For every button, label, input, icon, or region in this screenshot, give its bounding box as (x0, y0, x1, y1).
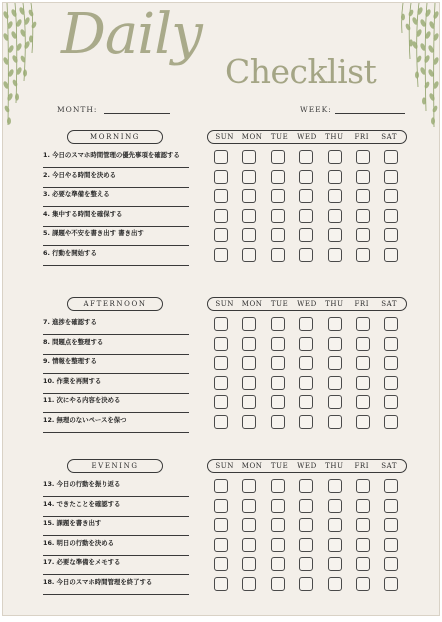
task-item: 12. 無理のないペースを保つ (43, 413, 189, 433)
day-checkbox-sat[interactable] (384, 337, 398, 351)
day-checkbox-thu[interactable] (328, 518, 342, 532)
day-checkbox-wed[interactable] (299, 395, 313, 409)
day-checkbox-tue[interactable] (271, 337, 285, 351)
task-checkbox-row (214, 518, 413, 532)
day-checkbox-fri[interactable] (356, 189, 370, 203)
day-checkbox-sat[interactable] (384, 170, 398, 184)
day-checkbox-thu[interactable] (328, 170, 342, 184)
day-checkbox-mon[interactable] (242, 557, 256, 571)
day-checkbox-tue[interactable] (271, 317, 285, 331)
task-checkbox-row (214, 356, 413, 370)
day-checkbox-sat[interactable] (384, 538, 398, 552)
task-item: 7. 進捗を確認する (43, 315, 189, 335)
day-checkbox-tue[interactable] (271, 577, 285, 591)
task-item: 17. 必要な準備をメモする (43, 555, 189, 575)
day-checkbox-fri[interactable] (356, 356, 370, 370)
day-checkbox-wed[interactable] (299, 337, 313, 351)
day-checkbox-sun[interactable] (214, 209, 228, 223)
day-checkbox-fri[interactable] (356, 479, 370, 493)
section-label-pill: AFTERNOON (67, 297, 163, 311)
weekday-label: TUE (270, 462, 289, 470)
day-checkbox-sun[interactable] (214, 248, 228, 262)
weekday-label: MON (241, 133, 263, 141)
task-item: 2. 今日やる時間を決める (43, 168, 189, 188)
day-checkbox-sat[interactable] (384, 557, 398, 571)
task-checkbox-row (214, 228, 413, 242)
day-checkbox-thu[interactable] (328, 499, 342, 513)
day-checkbox-mon[interactable] (242, 356, 256, 370)
day-checkbox-tue[interactable] (271, 499, 285, 513)
day-checkbox-sun[interactable] (214, 395, 228, 409)
day-checkbox-tue[interactable] (271, 150, 285, 164)
day-checkbox-sun[interactable] (214, 518, 228, 532)
task-item: 15. 課題を書き出す (43, 516, 189, 536)
day-checkbox-mon[interactable] (242, 317, 256, 331)
day-checkbox-wed[interactable] (299, 557, 313, 571)
task-checkbox-row (214, 248, 413, 262)
weekday-label: THU (325, 133, 344, 141)
day-checkbox-mon[interactable] (242, 395, 256, 409)
weekday-label: WED (297, 133, 317, 141)
title-script: Daily (61, 2, 202, 67)
day-checkbox-sun[interactable] (214, 317, 228, 331)
day-checkbox-tue[interactable] (271, 248, 285, 262)
day-checkbox-mon[interactable] (242, 150, 256, 164)
task-checkbox-row (214, 170, 413, 184)
hanging-vine-left-icon (3, 3, 43, 131)
task-checkbox-row (214, 337, 413, 351)
day-checkbox-mon[interactable] (242, 337, 256, 351)
task-checkbox-row (214, 317, 413, 331)
day-checkbox-sat[interactable] (384, 189, 398, 203)
day-checkbox-sun[interactable] (214, 479, 228, 493)
day-checkbox-fri[interactable] (356, 557, 370, 571)
day-checkbox-sun[interactable] (214, 577, 228, 591)
day-checkbox-sun[interactable] (214, 538, 228, 552)
day-checkbox-fri[interactable] (356, 538, 370, 552)
task-checkbox-row (214, 557, 413, 571)
day-checkbox-sun[interactable] (214, 415, 228, 429)
week-field[interactable] (335, 113, 405, 114)
day-checkbox-fri[interactable] (356, 499, 370, 513)
weekday-label: TUE (270, 300, 289, 308)
day-checkbox-sat[interactable] (384, 228, 398, 242)
day-checkbox-mon[interactable] (242, 499, 256, 513)
task-checkbox-row (214, 376, 413, 390)
day-checkbox-thu[interactable] (328, 376, 342, 390)
day-checkbox-tue[interactable] (271, 376, 285, 390)
day-checkbox-fri[interactable] (356, 150, 370, 164)
day-checkbox-tue[interactable] (271, 228, 285, 242)
day-checkbox-wed[interactable] (299, 518, 313, 532)
checklist-page (2, 2, 440, 616)
day-checkbox-wed[interactable] (299, 538, 313, 552)
day-checkbox-sat[interactable] (384, 499, 398, 513)
hanging-vine-right-icon (395, 3, 439, 131)
section-label-pill: MORNING (67, 130, 163, 144)
day-checkbox-thu[interactable] (328, 248, 342, 262)
task-item: 13. 今日の行動を振り返る (43, 477, 189, 497)
day-checkbox-tue[interactable] (271, 170, 285, 184)
day-checkbox-sat[interactable] (384, 479, 398, 493)
day-checkbox-fri[interactable] (356, 577, 370, 591)
weekday-label: SAT (381, 300, 398, 308)
weekday-label: WED (297, 300, 317, 308)
month-field[interactable] (104, 113, 170, 114)
day-checkbox-thu[interactable] (328, 228, 342, 242)
day-checkbox-sun[interactable] (214, 499, 228, 513)
day-checkbox-wed[interactable] (299, 499, 313, 513)
task-item: 4. 集中する時間を確保する (43, 207, 189, 227)
day-checkbox-sat[interactable] (384, 356, 398, 370)
month-label: MONTH: (57, 105, 98, 114)
day-checkbox-sun[interactable] (214, 337, 228, 351)
day-checkbox-tue[interactable] (271, 518, 285, 532)
day-checkbox-sun[interactable] (214, 150, 228, 164)
day-checkbox-sun[interactable] (214, 170, 228, 184)
weekday-label: THU (325, 300, 344, 308)
day-checkbox-wed[interactable] (299, 189, 313, 203)
day-checkbox-thu[interactable] (328, 538, 342, 552)
task-checkbox-row (214, 415, 413, 429)
day-checkbox-thu[interactable] (328, 479, 342, 493)
day-checkbox-fri[interactable] (356, 376, 370, 390)
day-checkbox-sat[interactable] (384, 150, 398, 164)
day-checkbox-sat[interactable] (384, 248, 398, 262)
day-checkbox-fri[interactable] (356, 337, 370, 351)
day-checkbox-sat[interactable] (384, 317, 398, 331)
day-checkbox-tue[interactable] (271, 479, 285, 493)
day-checkbox-mon[interactable] (242, 538, 256, 552)
task-item: 6. 行動を開始する (43, 246, 189, 266)
day-checkbox-fri[interactable] (356, 228, 370, 242)
day-checkbox-thu[interactable] (328, 189, 342, 203)
weekday-label: SUN (215, 300, 235, 308)
day-checkbox-tue[interactable] (271, 557, 285, 571)
weekday-label: FRI (354, 300, 370, 308)
day-checkbox-wed[interactable] (299, 356, 313, 370)
weekday-header (207, 130, 407, 144)
day-checkbox-thu[interactable] (328, 317, 342, 331)
week-label: WEEK: (300, 105, 332, 114)
weekday-label: THU (325, 462, 344, 470)
day-checkbox-wed[interactable] (299, 228, 313, 242)
day-checkbox-mon[interactable] (242, 228, 256, 242)
task-checkbox-row (214, 189, 413, 203)
day-checkbox-mon[interactable] (242, 518, 256, 532)
day-checkbox-mon[interactable] (242, 415, 256, 429)
weekday-label: WED (297, 462, 317, 470)
weekday-label: SAT (381, 133, 398, 141)
weekday-label: MON (241, 462, 263, 470)
day-checkbox-sat[interactable] (384, 209, 398, 223)
day-checkbox-tue[interactable] (271, 538, 285, 552)
day-checkbox-fri[interactable] (356, 518, 370, 532)
weekday-label: MON (241, 300, 263, 308)
day-checkbox-mon[interactable] (242, 376, 256, 390)
weekday-label: FRI (354, 462, 370, 470)
day-checkbox-sat[interactable] (384, 415, 398, 429)
day-checkbox-tue[interactable] (271, 209, 285, 223)
day-checkbox-tue[interactable] (271, 189, 285, 203)
task-checkbox-row (214, 479, 413, 493)
day-checkbox-thu[interactable] (328, 415, 342, 429)
task-checkbox-row (214, 577, 413, 591)
weekday-label: SUN (215, 133, 235, 141)
day-checkbox-wed[interactable] (299, 209, 313, 223)
day-checkbox-wed[interactable] (299, 150, 313, 164)
day-checkbox-fri[interactable] (356, 395, 370, 409)
day-checkbox-fri[interactable] (356, 248, 370, 262)
day-checkbox-thu[interactable] (328, 395, 342, 409)
day-checkbox-sun[interactable] (214, 557, 228, 571)
day-checkbox-wed[interactable] (299, 170, 313, 184)
day-checkbox-tue[interactable] (271, 356, 285, 370)
weekday-label: SAT (381, 462, 398, 470)
day-checkbox-thu[interactable] (328, 577, 342, 591)
day-checkbox-mon[interactable] (242, 170, 256, 184)
day-checkbox-sun[interactable] (214, 356, 228, 370)
day-checkbox-wed[interactable] (299, 577, 313, 591)
task-item: 1. 今日のスマホ時間管理の優先事項を確認する (43, 148, 189, 168)
task-item: 3. 必要な準備を整える (43, 187, 189, 207)
day-checkbox-thu[interactable] (328, 209, 342, 223)
day-checkbox-sun[interactable] (214, 376, 228, 390)
weekday-label: FRI (354, 133, 370, 141)
day-checkbox-mon[interactable] (242, 577, 256, 591)
day-checkbox-fri[interactable] (356, 170, 370, 184)
day-checkbox-wed[interactable] (299, 317, 313, 331)
section-label-pill: EVENING (67, 459, 163, 473)
task-item: 11. 次にやる内容を決める (43, 393, 189, 413)
day-checkbox-mon[interactable] (242, 209, 256, 223)
day-checkbox-tue[interactable] (271, 415, 285, 429)
day-checkbox-thu[interactable] (328, 356, 342, 370)
day-checkbox-wed[interactable] (299, 479, 313, 493)
task-checkbox-row (214, 209, 413, 223)
day-checkbox-wed[interactable] (299, 376, 313, 390)
task-checkbox-row (214, 499, 413, 513)
day-checkbox-sat[interactable] (384, 395, 398, 409)
day-checkbox-thu[interactable] (328, 337, 342, 351)
task-item: 14. できたことを確認する (43, 497, 189, 517)
day-checkbox-sat[interactable] (384, 376, 398, 390)
weekday-header (207, 297, 407, 311)
task-checkbox-row (214, 150, 413, 164)
day-checkbox-sun[interactable] (214, 189, 228, 203)
day-checkbox-sun[interactable] (214, 228, 228, 242)
task-item: 8. 問題点を整理する (43, 335, 189, 355)
day-checkbox-wed[interactable] (299, 248, 313, 262)
day-checkbox-fri[interactable] (356, 317, 370, 331)
task-item: 16. 明日の行動を決める (43, 536, 189, 556)
day-checkbox-thu[interactable] (328, 150, 342, 164)
day-checkbox-sat[interactable] (384, 518, 398, 532)
day-checkbox-wed[interactable] (299, 415, 313, 429)
day-checkbox-mon[interactable] (242, 248, 256, 262)
weekday-label: SUN (215, 462, 235, 470)
weekday-label: TUE (270, 133, 289, 141)
day-checkbox-thu[interactable] (328, 557, 342, 571)
day-checkbox-mon[interactable] (242, 479, 256, 493)
weekday-header (207, 459, 407, 473)
task-item: 18. 今日のスマホ時間管理を終了する (43, 575, 189, 595)
task-checkbox-row (214, 395, 413, 409)
day-checkbox-fri[interactable] (356, 209, 370, 223)
task-checkbox-row (214, 538, 413, 552)
title-main: Checklist (225, 52, 377, 91)
day-checkbox-mon[interactable] (242, 189, 256, 203)
task-item: 10. 作業を再開する (43, 374, 189, 394)
day-checkbox-tue[interactable] (271, 395, 285, 409)
task-item: 9. 情報を整理する (43, 354, 189, 374)
day-checkbox-sat[interactable] (384, 577, 398, 591)
task-item: 5. 課題や不安を書き出す 書き出す (43, 226, 189, 246)
day-checkbox-fri[interactable] (356, 415, 370, 429)
